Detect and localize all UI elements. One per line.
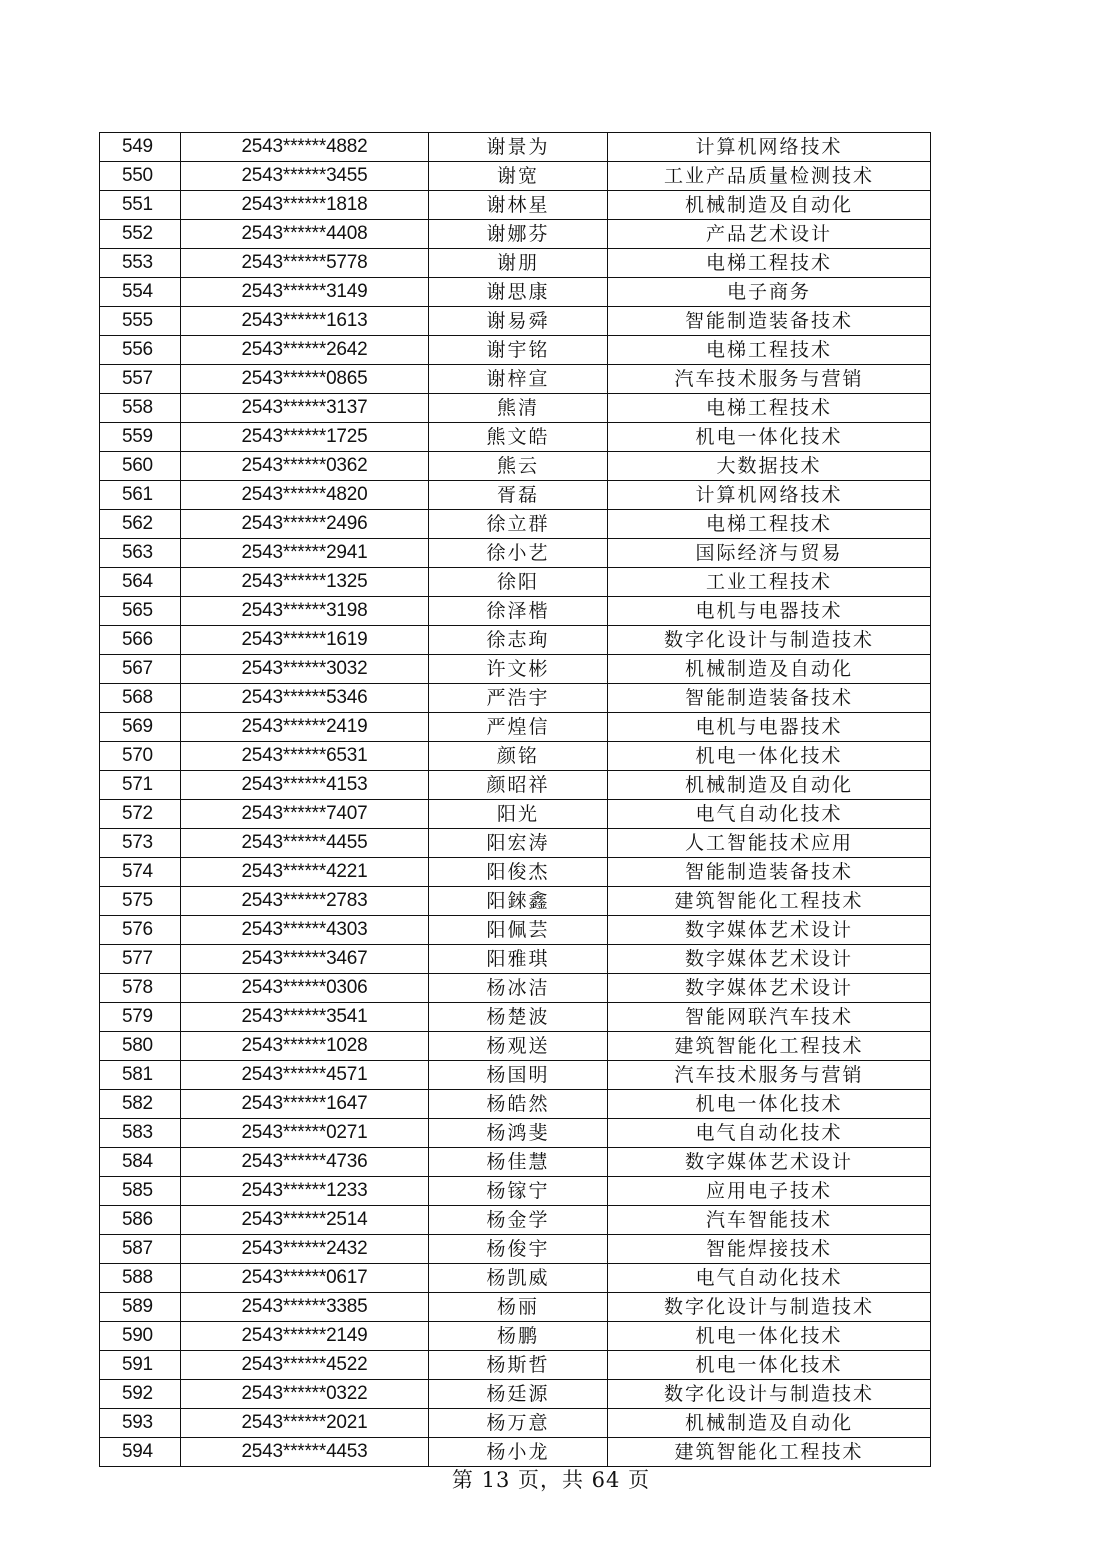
id-number-cell: 2543******1613 <box>181 307 429 336</box>
table-row <box>100 1119 931 1148</box>
student-name-cell: 许文彬 <box>429 655 608 684</box>
id-number-cell: 2543******3149 <box>181 278 429 307</box>
row-number-cell: 593 <box>100 1409 181 1438</box>
student-name-cell: 杨丽 <box>429 1293 608 1322</box>
table-row <box>100 916 931 945</box>
row-number-cell: 594 <box>100 1438 181 1467</box>
row-number-cell: 561 <box>100 481 181 510</box>
roster-table-body <box>100 133 931 1467</box>
major-cell: 机电一体化技术 <box>608 423 931 452</box>
major-cell: 机械制造及自动化 <box>608 1409 931 1438</box>
major-cell: 数字化设计与制造技术 <box>608 626 931 655</box>
row-number-cell: 554 <box>100 278 181 307</box>
student-name-cell: 杨小龙 <box>429 1438 608 1467</box>
row-number-cell: 551 <box>100 191 181 220</box>
row-number-cell: 558 <box>100 394 181 423</box>
id-number-cell: 2543******4882 <box>181 133 429 162</box>
row-number-cell: 552 <box>100 220 181 249</box>
id-number-cell: 2543******0306 <box>181 974 429 1003</box>
student-name-cell: 谢梓宣 <box>429 365 608 394</box>
table-row <box>100 394 931 423</box>
id-number-cell: 2543******3032 <box>181 655 429 684</box>
row-number-cell: 565 <box>100 597 181 626</box>
table-row <box>100 1293 931 1322</box>
id-number-cell: 2543******1818 <box>181 191 429 220</box>
row-number-cell: 568 <box>100 684 181 713</box>
id-number-cell: 2543******4455 <box>181 829 429 858</box>
row-number-cell: 570 <box>100 742 181 771</box>
student-name-cell: 颜铭 <box>429 742 608 771</box>
major-cell: 数字媒体艺术设计 <box>608 974 931 1003</box>
student-name-cell: 杨斯哲 <box>429 1351 608 1380</box>
id-number-cell: 2543******4303 <box>181 916 429 945</box>
id-number-cell: 2543******4221 <box>181 858 429 887</box>
id-number-cell: 2543******2419 <box>181 713 429 742</box>
major-cell: 电气自动化技术 <box>608 1264 931 1293</box>
table-row <box>100 1061 931 1090</box>
table-row <box>100 887 931 916</box>
id-number-cell: 2543******3455 <box>181 162 429 191</box>
table-row <box>100 1264 931 1293</box>
student-name-cell: 徐小艺 <box>429 539 608 568</box>
student-name-cell: 杨鹏 <box>429 1322 608 1351</box>
row-number-cell: 549 <box>100 133 181 162</box>
student-name-cell: 杨冰洁 <box>429 974 608 1003</box>
student-name-cell: 谢宇铭 <box>429 336 608 365</box>
student-name-cell: 阳光 <box>429 800 608 829</box>
major-cell: 电气自动化技术 <box>608 1119 931 1148</box>
student-name-cell: 杨廷源 <box>429 1380 608 1409</box>
id-number-cell: 2543******0865 <box>181 365 429 394</box>
student-name-cell: 阳宏涛 <box>429 829 608 858</box>
id-number-cell: 2543******1028 <box>181 1032 429 1061</box>
student-name-cell: 杨俊宇 <box>429 1235 608 1264</box>
table-row <box>100 133 931 162</box>
table-row <box>100 220 931 249</box>
major-cell: 应用电子技术 <box>608 1177 931 1206</box>
id-number-cell: 2543******4522 <box>181 1351 429 1380</box>
student-name-cell: 颜昭祥 <box>429 771 608 800</box>
id-number-cell: 2543******3198 <box>181 597 429 626</box>
row-number-cell: 572 <box>100 800 181 829</box>
major-cell: 机电一体化技术 <box>608 1090 931 1119</box>
major-cell: 电梯工程技术 <box>608 510 931 539</box>
row-number-cell: 557 <box>100 365 181 394</box>
major-cell: 人工智能技术应用 <box>608 829 931 858</box>
table-row <box>100 974 931 1003</box>
row-number-cell: 569 <box>100 713 181 742</box>
student-name-cell: 阳俊杰 <box>429 858 608 887</box>
id-number-cell: 2543******2941 <box>181 539 429 568</box>
student-name-cell: 严浩宇 <box>429 684 608 713</box>
row-number-cell: 560 <box>100 452 181 481</box>
table-row <box>100 713 931 742</box>
table-row <box>100 945 931 974</box>
id-number-cell: 2543******2642 <box>181 336 429 365</box>
row-number-cell: 555 <box>100 307 181 336</box>
row-number-cell: 576 <box>100 916 181 945</box>
major-cell: 智能制造装备技术 <box>608 858 931 887</box>
student-name-cell: 杨万意 <box>429 1409 608 1438</box>
id-number-cell: 2543******2783 <box>181 887 429 916</box>
roster-table <box>99 132 931 1467</box>
row-number-cell: 588 <box>100 1264 181 1293</box>
table-row <box>100 1322 931 1351</box>
major-cell: 国际经济与贸易 <box>608 539 931 568</box>
row-number-cell: 584 <box>100 1148 181 1177</box>
table-row <box>100 1438 931 1467</box>
student-name-cell: 熊清 <box>429 394 608 423</box>
student-name-cell: 阳雅琪 <box>429 945 608 974</box>
student-name-cell: 杨凯威 <box>429 1264 608 1293</box>
table-row <box>100 481 931 510</box>
id-number-cell: 2543******4453 <box>181 1438 429 1467</box>
table-row <box>100 307 931 336</box>
row-number-cell: 591 <box>100 1351 181 1380</box>
student-name-cell: 徐立群 <box>429 510 608 539</box>
major-cell: 大数据技术 <box>608 452 931 481</box>
id-number-cell: 2543******5778 <box>181 249 429 278</box>
roster-sheet <box>99 132 930 1467</box>
table-row <box>100 539 931 568</box>
student-name-cell: 杨楚波 <box>429 1003 608 1032</box>
table-row <box>100 800 931 829</box>
row-number-cell: 571 <box>100 771 181 800</box>
major-cell: 建筑智能化工程技术 <box>608 1032 931 1061</box>
table-row <box>100 858 931 887</box>
table-row <box>100 829 931 858</box>
row-number-cell: 566 <box>100 626 181 655</box>
major-cell: 电子商务 <box>608 278 931 307</box>
id-number-cell: 2543******3385 <box>181 1293 429 1322</box>
row-number-cell: 562 <box>100 510 181 539</box>
row-number-cell: 564 <box>100 568 181 597</box>
id-number-cell: 2543******1233 <box>181 1177 429 1206</box>
id-number-cell: 2543******1647 <box>181 1090 429 1119</box>
table-row <box>100 1409 931 1438</box>
table-row <box>100 742 931 771</box>
row-number-cell: 559 <box>100 423 181 452</box>
id-number-cell: 2543******1725 <box>181 423 429 452</box>
row-number-cell: 581 <box>100 1061 181 1090</box>
id-number-cell: 2543******2496 <box>181 510 429 539</box>
major-cell: 数字化设计与制造技术 <box>608 1380 931 1409</box>
id-number-cell: 2543******0362 <box>181 452 429 481</box>
major-cell: 机电一体化技术 <box>608 1351 931 1380</box>
row-number-cell: 563 <box>100 539 181 568</box>
major-cell: 电机与电器技术 <box>608 597 931 626</box>
row-number-cell: 587 <box>100 1235 181 1264</box>
student-name-cell: 杨国明 <box>429 1061 608 1090</box>
table-row <box>100 655 931 684</box>
id-number-cell: 2543******4820 <box>181 481 429 510</box>
table-row <box>100 278 931 307</box>
student-name-cell: 杨佳慧 <box>429 1148 608 1177</box>
major-cell: 机电一体化技术 <box>608 1322 931 1351</box>
major-cell: 机械制造及自动化 <box>608 771 931 800</box>
student-name-cell: 谢宽 <box>429 162 608 191</box>
student-name-cell: 谢林星 <box>429 191 608 220</box>
major-cell: 机电一体化技术 <box>608 742 931 771</box>
major-cell: 数字媒体艺术设计 <box>608 916 931 945</box>
major-cell: 建筑智能化工程技术 <box>608 1438 931 1467</box>
row-number-cell: 550 <box>100 162 181 191</box>
id-number-cell: 2543******4571 <box>181 1061 429 1090</box>
table-row <box>100 684 931 713</box>
id-number-cell: 2543******2514 <box>181 1206 429 1235</box>
student-name-cell: 熊云 <box>429 452 608 481</box>
student-name-cell: 杨皓然 <box>429 1090 608 1119</box>
id-number-cell: 2543******2021 <box>181 1409 429 1438</box>
row-number-cell: 553 <box>100 249 181 278</box>
row-number-cell: 577 <box>100 945 181 974</box>
major-cell: 电梯工程技术 <box>608 249 931 278</box>
student-name-cell: 谢思康 <box>429 278 608 307</box>
table-row <box>100 1003 931 1032</box>
page-footer: 第 13 页，共 64 页 <box>451 1468 651 1492</box>
table-row <box>100 771 931 800</box>
row-number-cell: 586 <box>100 1206 181 1235</box>
table-row <box>100 1380 931 1409</box>
table-row <box>100 1090 931 1119</box>
row-number-cell: 575 <box>100 887 181 916</box>
student-name-cell: 杨观送 <box>429 1032 608 1061</box>
row-number-cell: 556 <box>100 336 181 365</box>
major-cell: 计算机网络技术 <box>608 481 931 510</box>
row-number-cell: 585 <box>100 1177 181 1206</box>
id-number-cell: 2543******7407 <box>181 800 429 829</box>
id-number-cell: 2543******2149 <box>181 1322 429 1351</box>
id-number-cell: 2543******1619 <box>181 626 429 655</box>
table-row <box>100 626 931 655</box>
student-name-cell: 徐阳 <box>429 568 608 597</box>
major-cell: 电梯工程技术 <box>608 394 931 423</box>
major-cell: 智能网联汽车技术 <box>608 1003 931 1032</box>
row-number-cell: 578 <box>100 974 181 1003</box>
major-cell: 汽车技术服务与营销 <box>608 365 931 394</box>
id-number-cell: 2543******6531 <box>181 742 429 771</box>
row-number-cell: 567 <box>100 655 181 684</box>
row-number-cell: 589 <box>100 1293 181 1322</box>
id-number-cell: 2543******3137 <box>181 394 429 423</box>
student-name-cell: 杨金学 <box>429 1206 608 1235</box>
major-cell: 工业工程技术 <box>608 568 931 597</box>
student-name-cell: 谢朋 <box>429 249 608 278</box>
major-cell: 数字化设计与制造技术 <box>608 1293 931 1322</box>
student-name-cell: 杨鸿斐 <box>429 1119 608 1148</box>
row-number-cell: 574 <box>100 858 181 887</box>
student-name-cell: 徐志珣 <box>429 626 608 655</box>
major-cell: 产品艺术设计 <box>608 220 931 249</box>
student-name-cell: 谢易舜 <box>429 307 608 336</box>
table-row <box>100 249 931 278</box>
table-row <box>100 162 931 191</box>
student-name-cell: 熊文皓 <box>429 423 608 452</box>
table-row <box>100 1206 931 1235</box>
student-name-cell: 胥磊 <box>429 481 608 510</box>
student-name-cell: 徐泽楷 <box>429 597 608 626</box>
row-number-cell: 590 <box>100 1322 181 1351</box>
major-cell: 机械制造及自动化 <box>608 191 931 220</box>
row-number-cell: 582 <box>100 1090 181 1119</box>
id-number-cell: 2543******4153 <box>181 771 429 800</box>
table-row <box>100 191 931 220</box>
row-number-cell: 580 <box>100 1032 181 1061</box>
table-row <box>100 365 931 394</box>
row-number-cell: 592 <box>100 1380 181 1409</box>
student-name-cell: 谢娜芬 <box>429 220 608 249</box>
table-row <box>100 1148 931 1177</box>
major-cell: 智能焊接技术 <box>608 1235 931 1264</box>
major-cell: 智能制造装备技术 <box>608 684 931 713</box>
row-number-cell: 573 <box>100 829 181 858</box>
id-number-cell: 2543******4736 <box>181 1148 429 1177</box>
table-row <box>100 1177 931 1206</box>
major-cell: 数字媒体艺术设计 <box>608 1148 931 1177</box>
table-row <box>100 423 931 452</box>
major-cell: 汽车技术服务与营销 <box>608 1061 931 1090</box>
table-row <box>100 1032 931 1061</box>
id-number-cell: 2543******3467 <box>181 945 429 974</box>
student-name-cell: 阳錸鑫 <box>429 887 608 916</box>
id-number-cell: 2543******0271 <box>181 1119 429 1148</box>
student-name-cell: 杨镓宁 <box>429 1177 608 1206</box>
student-name-cell: 阳佩芸 <box>429 916 608 945</box>
student-name-cell: 谢景为 <box>429 133 608 162</box>
id-number-cell: 2543******4408 <box>181 220 429 249</box>
major-cell: 工业产品质量检测技术 <box>608 162 931 191</box>
major-cell: 电梯工程技术 <box>608 336 931 365</box>
id-number-cell: 2543******0322 <box>181 1380 429 1409</box>
major-cell: 电机与电器技术 <box>608 713 931 742</box>
id-number-cell: 2543******0617 <box>181 1264 429 1293</box>
table-row <box>100 510 931 539</box>
row-number-cell: 579 <box>100 1003 181 1032</box>
id-number-cell: 2543******1325 <box>181 568 429 597</box>
id-number-cell: 2543******5346 <box>181 684 429 713</box>
table-row <box>100 1235 931 1264</box>
student-name-cell: 严煌信 <box>429 713 608 742</box>
id-number-cell: 2543******3541 <box>181 1003 429 1032</box>
major-cell: 计算机网络技术 <box>608 133 931 162</box>
table-row <box>100 568 931 597</box>
major-cell: 智能制造装备技术 <box>608 307 931 336</box>
major-cell: 建筑智能化工程技术 <box>608 887 931 916</box>
major-cell: 数字媒体艺术设计 <box>608 945 931 974</box>
major-cell: 电气自动化技术 <box>608 800 931 829</box>
row-number-cell: 583 <box>100 1119 181 1148</box>
id-number-cell: 2543******2432 <box>181 1235 429 1264</box>
table-row <box>100 597 931 626</box>
major-cell: 机械制造及自动化 <box>608 655 931 684</box>
table-row <box>100 336 931 365</box>
table-row <box>100 1351 931 1380</box>
major-cell: 汽车智能技术 <box>608 1206 931 1235</box>
table-row <box>100 452 931 481</box>
